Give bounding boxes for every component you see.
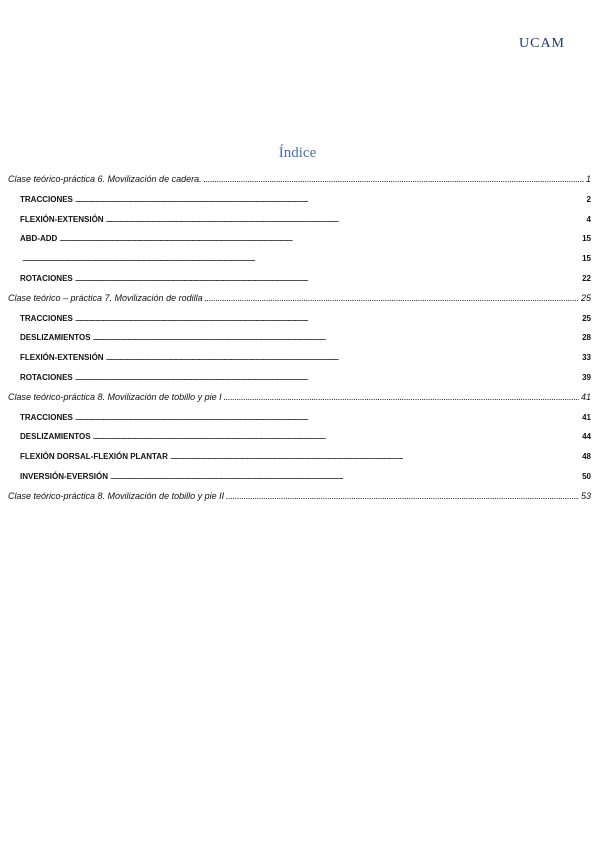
dot-leader: [22, 249, 580, 269]
dot-leader: [59, 229, 580, 249]
toc-entry-page: 22: [582, 273, 591, 283]
toc-entry-text: TRACCIONES: [20, 194, 73, 204]
toc-entry-text: DESLIZAMIENTOS: [20, 333, 91, 343]
toc-entry-text: TRACCIONES: [20, 313, 73, 323]
toc-entry[interactable]: [8, 229, 591, 249]
table-of-contents: [8, 170, 591, 507]
toc-entry-page: 50: [582, 471, 591, 481]
toc-entry-page: 1: [585, 174, 591, 184]
toc-entry-page: 15: [582, 234, 591, 244]
toc-title: Índice: [278, 145, 317, 161]
toc-entry-text: DESLIZAMIENTOS: [20, 432, 91, 442]
toc-entry-text: Clase teórico-práctica 6. Movilización de cadera.: [8, 174, 202, 184]
toc-entry[interactable]: [8, 249, 591, 269]
dot-leader: [75, 190, 585, 210]
dot-leader: [205, 289, 579, 309]
dot-leader: [110, 467, 580, 487]
toc-entry[interactable]: [8, 467, 591, 487]
toc-entry-text: Clase teórico-práctica 8. Movilización de tobillo y pie II: [8, 490, 225, 501]
dot-leader: [75, 368, 580, 388]
toc-entry[interactable]: [8, 210, 591, 230]
toc-entry-page: 4: [586, 214, 591, 224]
toc-entry[interactable]: [8, 447, 591, 467]
dot-leader: [226, 487, 579, 507]
toc-entry-page: 44: [582, 432, 591, 442]
toc-entry-text: FLEXIÓN-EXTENSIÓN: [20, 214, 104, 224]
toc-entry-text: Clase teórico – práctica 7. Movilización de rodilla: [8, 292, 203, 303]
dot-leader: [106, 210, 585, 230]
toc-entry-page: 28: [582, 333, 591, 343]
toc-entry[interactable]: [8, 408, 591, 428]
toc-entry-page: 48: [582, 452, 591, 462]
toc-entry-page: 53: [580, 490, 591, 501]
ucam-logo: UCAM: [519, 36, 566, 51]
toc-entry-page: 25: [582, 313, 591, 323]
toc-entry[interactable]: [8, 170, 591, 190]
toc-entry-text: FLEXIÓN-EXTENSIÓN: [20, 353, 104, 363]
toc-entry[interactable]: [8, 348, 591, 368]
dot-leader: [170, 447, 580, 467]
toc-entry-text: ROTACIONES: [20, 372, 73, 382]
toc-entry-page: 39: [582, 372, 591, 382]
toc-entry[interactable]: [8, 190, 591, 210]
toc-entry[interactable]: [8, 388, 591, 408]
dot-leader: [204, 170, 584, 190]
dot-leader: [93, 427, 581, 447]
toc-entry[interactable]: [8, 427, 591, 447]
toc-entry[interactable]: [8, 328, 591, 348]
toc-entry-page: 41: [580, 391, 591, 402]
toc-entry-page: 2: [586, 194, 591, 204]
toc-entry-text: TRACCIONES: [20, 412, 73, 422]
toc-entry[interactable]: [8, 289, 591, 309]
dot-leader: [75, 408, 580, 428]
toc-entry-page: 15: [582, 254, 591, 264]
toc-entry-page: 41: [582, 412, 591, 422]
toc-entry[interactable]: [8, 269, 591, 289]
toc-entry-text: ABD-ADD: [20, 234, 58, 244]
toc-entry[interactable]: [8, 487, 591, 507]
toc-entry-page: 25: [580, 292, 591, 303]
toc-entry[interactable]: [8, 368, 591, 388]
dot-leader: [75, 309, 580, 329]
toc-entry-text: Clase teórico-práctica 8. Movilización de tobillo y pie I: [8, 391, 222, 402]
toc-entry[interactable]: [8, 309, 591, 329]
toc-entry-text: FLEXIÓN DORSAL-FLEXIÓN PLANTAR: [20, 452, 168, 462]
dot-leader: [75, 269, 580, 289]
dot-leader: [224, 388, 579, 408]
toc-entry-page: 33: [582, 353, 591, 363]
toc-entry-text: INVERSIÓN-EVERSIÓN: [20, 471, 109, 481]
toc-entry-text: ROTACIONES: [20, 273, 73, 283]
dot-leader: [106, 348, 581, 368]
dot-leader: [93, 328, 581, 348]
